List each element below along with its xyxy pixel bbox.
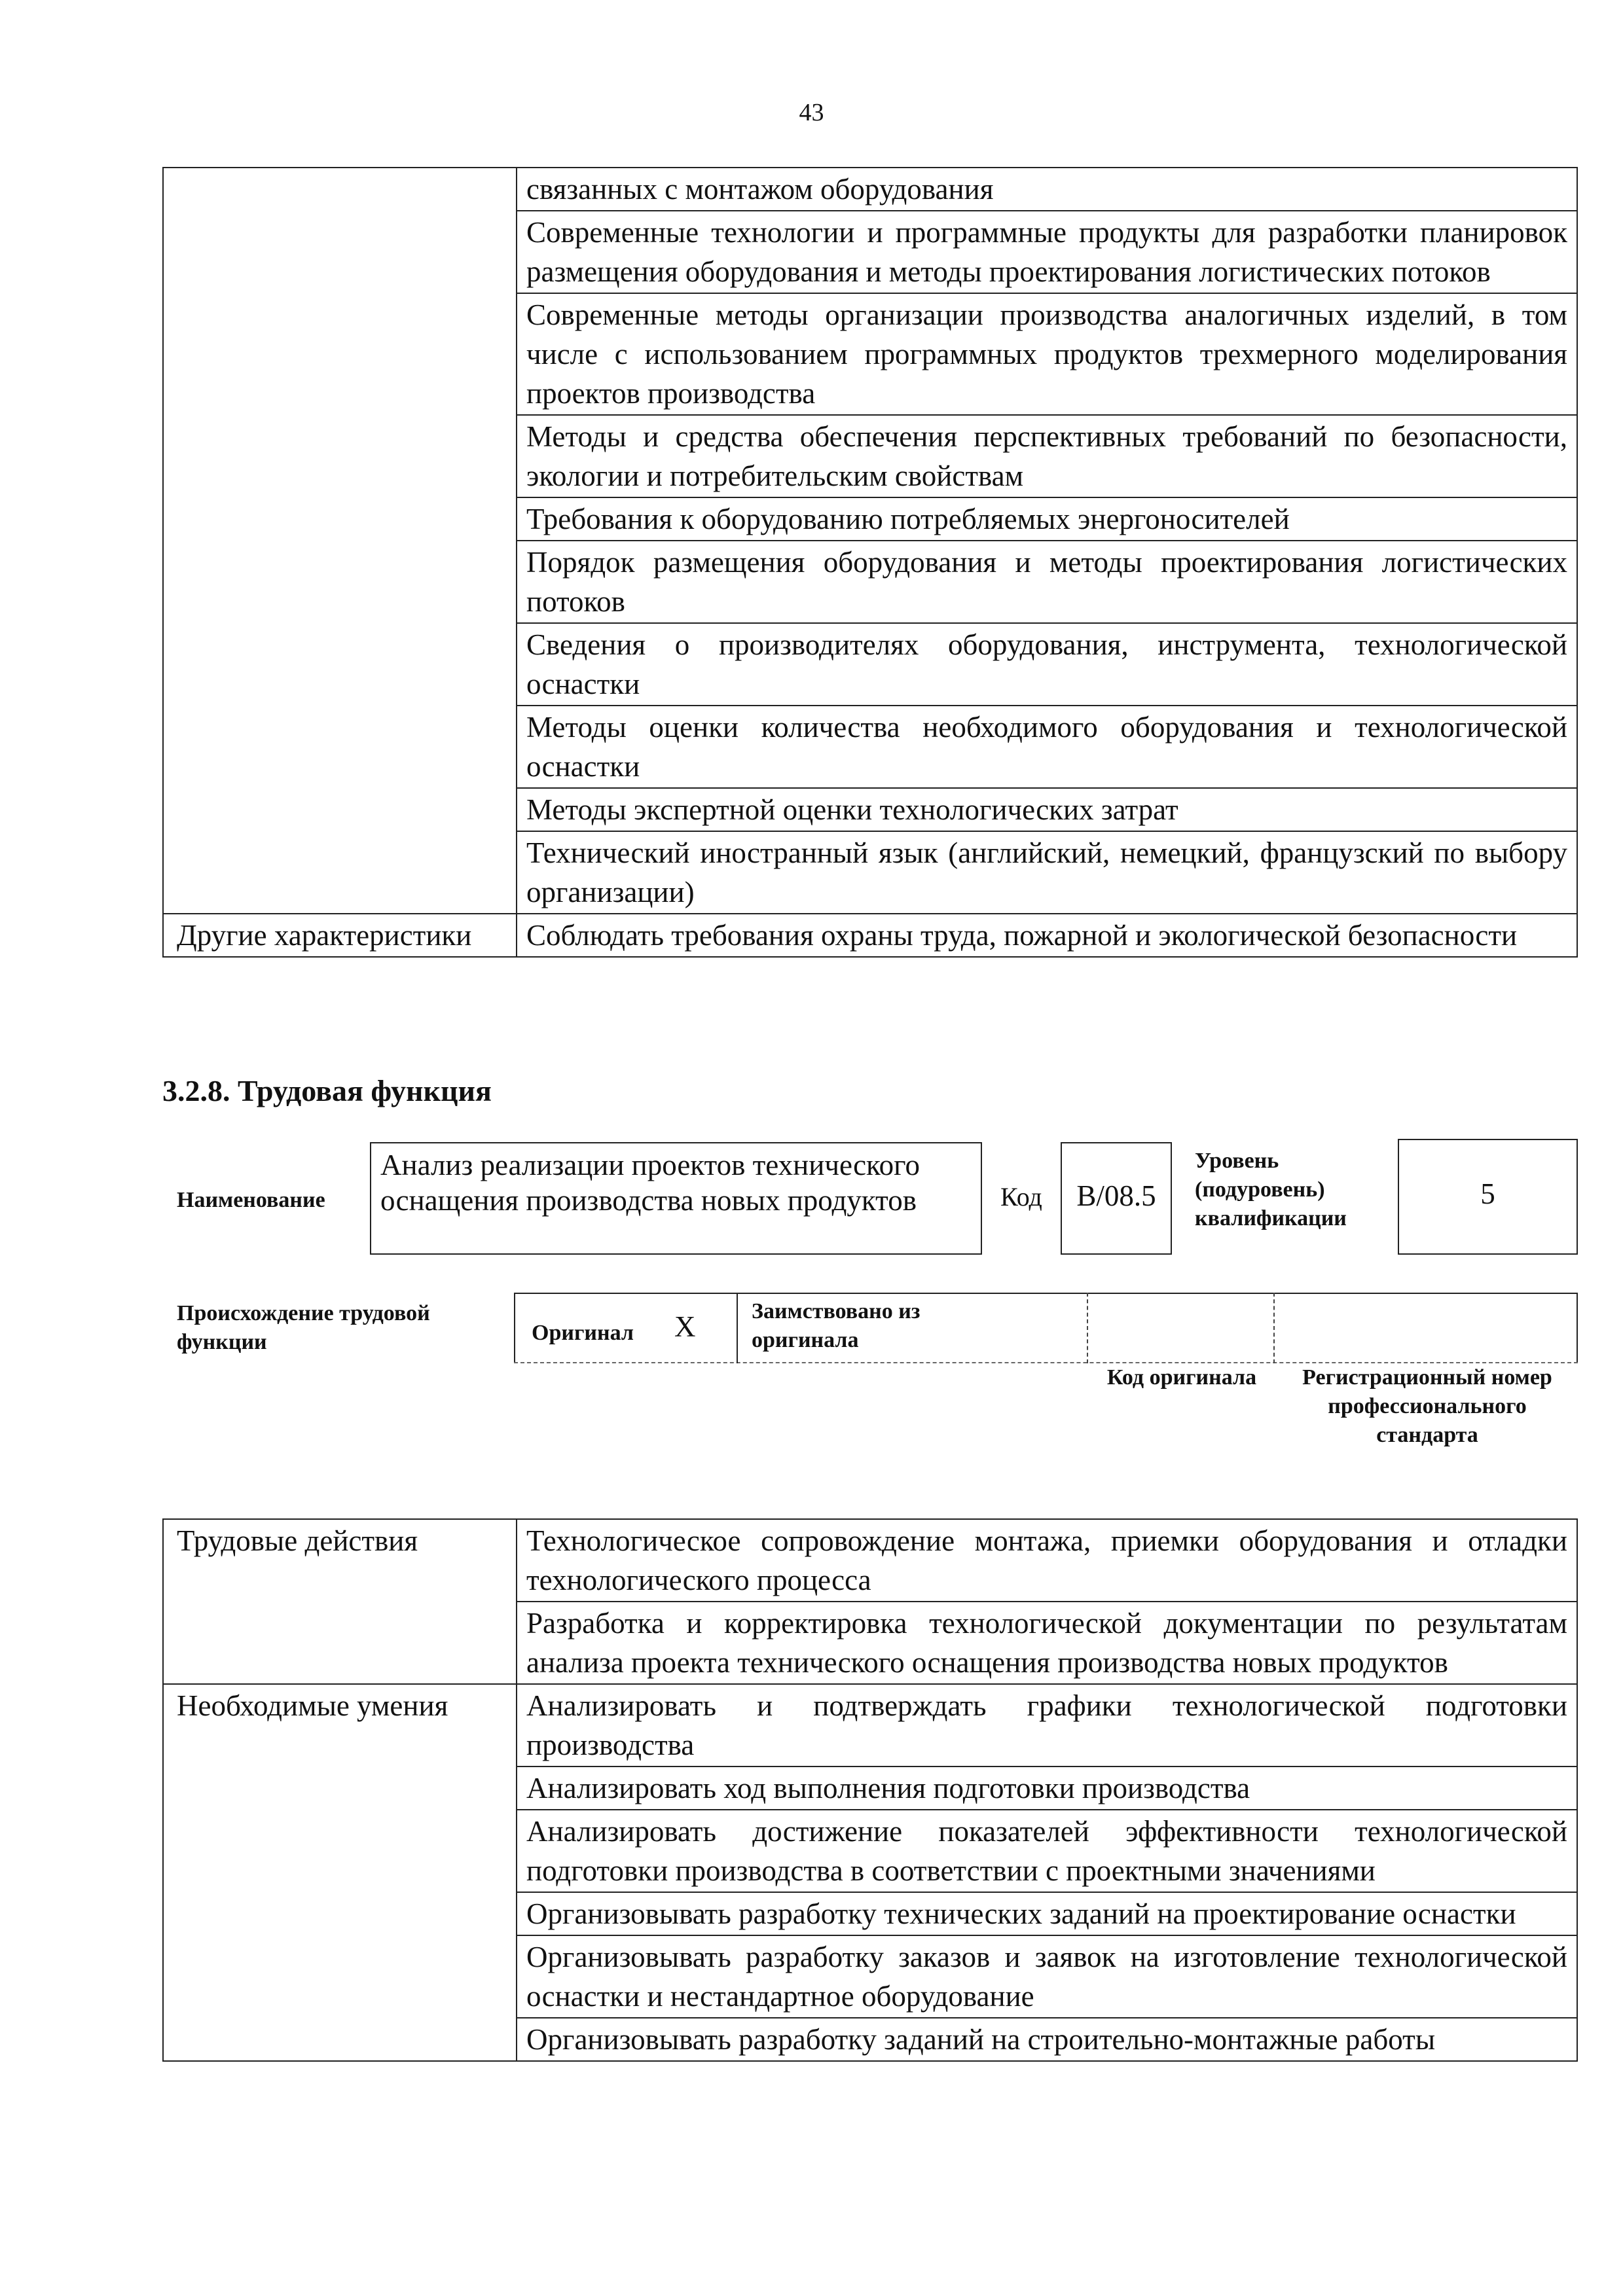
reg-number-caption: Регистрационный номер профессионального стандарта (1302, 1365, 1552, 1447)
skills-text: Анализировать и подтверждать графики технологической подготовки производства (517, 1684, 1577, 1767)
table-row (163, 1519, 1577, 1602)
skills-text: Организовывать разработку заказов и заявок на изготовление технологической оснастки и нестандартное оборудование (517, 1935, 1577, 2018)
table-row (163, 168, 1577, 211)
required-skills-label: Необходимые умения (163, 1684, 517, 2061)
origin-label: Происхождение трудовой функции (177, 1301, 430, 1354)
knowledge-text: Порядок размещения оборудования и методы проектирования логистических потоков (517, 541, 1577, 623)
skills-text: Анализировать ход выполнения подготовки производства (517, 1767, 1577, 1810)
knowledge-text: Методы экспертной оценки технологических затрат (517, 788, 1577, 831)
knowledge-text: Соблюдать требования охраны труда, пожарной и экологической безопасности (517, 914, 1577, 957)
table-row (163, 914, 1577, 957)
code-box (1061, 1142, 1172, 1255)
function-name: Анализ реализации проектов технического оснащения производства новых продуктов (380, 1149, 920, 1217)
actions-skills-table (162, 1518, 1578, 2062)
level-label: Уровень (подуровень) квалификации (1195, 1149, 1347, 1230)
actions-text: Технологическое сопровождение монтажа, приемки оборудования и отладки технологического процесса (517, 1519, 1577, 1602)
skills-text: Организовывать разработку заданий на строительно-монтажные работы (517, 2018, 1577, 2061)
skills-text: Анализировать достижение показателей эффективности технологической подготовки производства в соответствии с проектными значениями (517, 1810, 1577, 1892)
knowledge-text: Сведения о производителях оборудования, инструмента, технологической оснастки (517, 623, 1577, 706)
origin-table (514, 1293, 1578, 1363)
knowledge-text: Современные технологии и программные продукты для разработки планировок размещения оборудования и методы проектирования логистических потоков (517, 211, 1577, 293)
code-label: Код (1000, 1182, 1042, 1211)
level-value: 5 (1480, 1177, 1495, 1210)
knowledge-text: связанных с монтажом оборудования (517, 168, 1577, 211)
continuation-label-cell (163, 168, 517, 914)
borrowed-label: Заимствовано из оригинала (752, 1299, 921, 1352)
origin-div1 (737, 1293, 738, 1363)
skills-text: Организовывать разработку технических заданий на проектирование оснастки (517, 1892, 1577, 1935)
origin-div2 (1087, 1293, 1088, 1363)
section-heading: 3.2.8. Трудовая функция (162, 1074, 492, 1107)
other-characteristics-label: Другие характеристики (163, 914, 517, 957)
code-value: B/08.5 (1076, 1179, 1156, 1212)
knowledge-text: Требования к оборудованию потребляемых энергоносителей (517, 497, 1577, 541)
original-label: Оригинал (532, 1321, 634, 1345)
knowledge-text: Технический иностранный язык (английский, немецкий, французский по выбору организации) (517, 831, 1577, 914)
original-mark: X (674, 1310, 696, 1343)
table-row (163, 1684, 1577, 1767)
page-number: 43 (799, 99, 824, 126)
labor-actions-label: Трудовые действия (163, 1519, 517, 1684)
function-name-box (370, 1142, 982, 1255)
origin-div3 (1273, 1293, 1275, 1363)
knowledge-text: Современные методы организации производства аналогичных изделий, в том числе с использованием программных продуктов трехмерного моделирования проектов производства (517, 293, 1577, 415)
level-box (1398, 1139, 1578, 1255)
knowledge-text: Методы и средства обеспечения перспективных требований по безопасности, экологии и потребительским свойствам (517, 415, 1577, 497)
actions-text: Разработка и корректировка технологической документации по результатам анализа проекта технического оснащения производства новых продуктов (517, 1602, 1577, 1684)
knowledge-table (162, 167, 1578, 958)
code-original-caption: Код оригинала (1106, 1365, 1257, 1390)
name-label: Наименование (177, 1188, 325, 1212)
knowledge-text: Методы оценки количества необходимого оборудования и технологической оснастки (517, 706, 1577, 788)
